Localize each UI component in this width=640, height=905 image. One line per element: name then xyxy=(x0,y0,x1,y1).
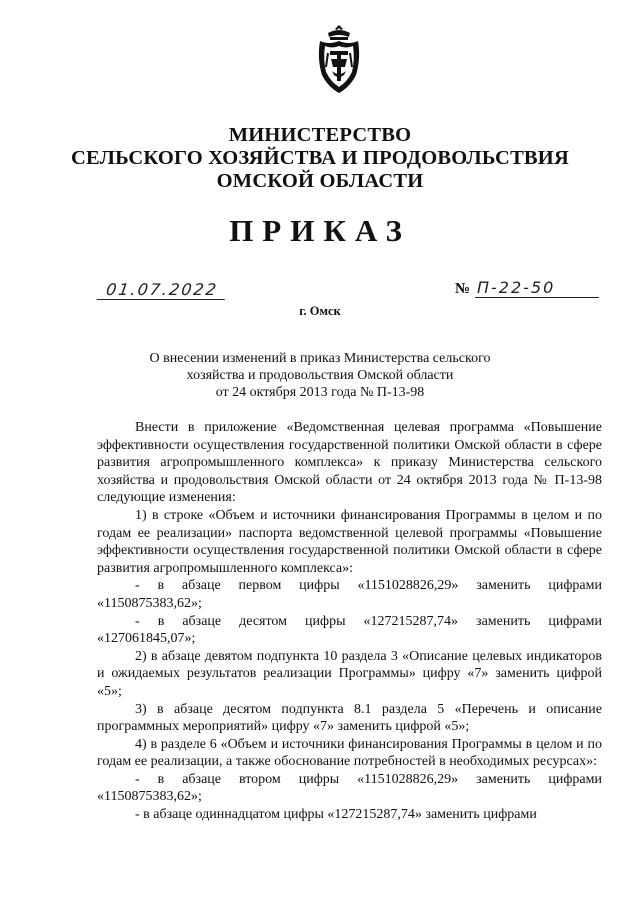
paragraph-intro: Внести в приложение «Ведомственная целевая программа «Повышение эффективности осуществления государственной политики Омской области в сфере развития агропромышленного комплекса» к приказу Министерства сельского хозяйства и продовольствия Омской области от 24 октября 2013 года № П-13-98 следующие изменения: xyxy=(97,420,602,506)
order-date: 01.07.2022 xyxy=(97,281,228,300)
paragraph-item-4-sub-1: - в абзаце втором цифры «1151028826,29» заменить цифрами «1150875383,62»; xyxy=(97,771,602,805)
paragraph-item-4: 4) в разделе 6 «Объем и источники финансирования Программы в целом и по годам ее реализации, а также обоснование потребностей в необходимых ресурсах»: xyxy=(97,736,602,770)
paragraph-item-3: 3) в абзаце десятом подпункта 8.1 раздела 5 «Перечень и описание программных мероприятий» цифру «7» заменить цифрой «5»; xyxy=(97,701,602,735)
ministry-line-2: СЕЛЬСКОГО ХОЗЯЙСТВА И ПРОДОВОЛЬСТВИЯ xyxy=(71,147,569,169)
ministry-name xyxy=(40,124,600,193)
ministry-line-1: МИНИСТЕРСТВО xyxy=(228,124,412,146)
city: г. Омск xyxy=(299,304,341,318)
subject-line-1: О внесении изменений в приказ Министерства сельского xyxy=(149,351,491,366)
subject-line-3: от 24 октября 2013 года № П-13-98 xyxy=(215,385,425,400)
order-body xyxy=(97,419,602,824)
coat-of-arms-icon xyxy=(314,23,364,95)
paragraph-item-2: 2) в абзаце девятом подпункта 10 раздела 3 «Описание целевых индикаторов и ожидаемых результатов реализации Программы» цифру «7» заменить цифрой «5»; xyxy=(97,648,602,699)
number-sign: № xyxy=(455,281,471,297)
order-subject xyxy=(140,350,500,401)
paragraph-item-1-sub-1: - в абзаце первом цифры «1151028826,29» заменить цифрами «1150875383,62»; xyxy=(97,578,602,611)
paragraph-item-1: 1) в строке «Объем и источники финансирования Программы в целом и по годам ее реализации» паспорта ведомственной целевой программы «Повышение эффективности осуществления государственной политики Омской области в сфере развития агропромышленного комплекса»: xyxy=(97,507,602,576)
paragraph-item-1-sub-2: - в абзаце десятом цифры «127215287,74» заменить цифрами «127061845,07»; xyxy=(97,613,602,647)
paragraph-item-4-sub-2: - в абзаце одиннадцатом цифры «127215287,74» заменить цифрами xyxy=(135,807,537,823)
document-type: ПРИКАЗ xyxy=(229,213,411,248)
subject-line-2: хозяйства и продовольствия Омской области xyxy=(186,368,454,383)
order-number: П-22-50 xyxy=(475,279,599,298)
ministry-line-3: ОМСКОЙ ОБЛАСТИ xyxy=(216,170,424,192)
